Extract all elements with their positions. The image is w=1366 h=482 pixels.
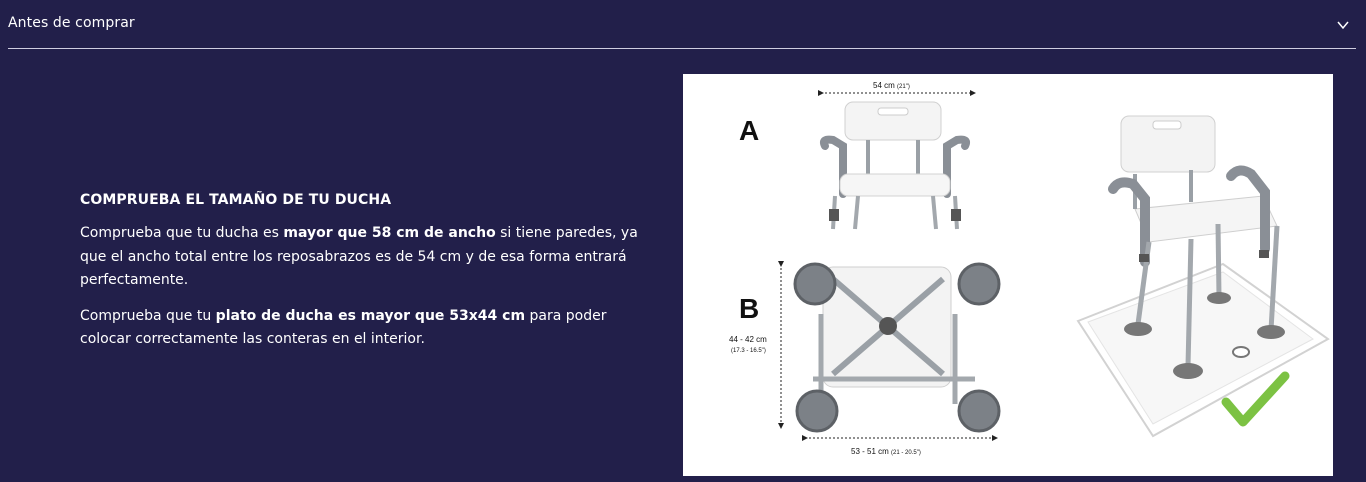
paragraph-width-text-2: si tiene paredes, ya que el ancho total entre los reposabrazos es de 54 cm y de esa forma entrará perfectamente.	[80, 225, 638, 288]
width-top-label: 54 cm (21")	[873, 81, 910, 90]
shower-size-section	[80, 192, 650, 364]
chair-front-view	[824, 102, 966, 229]
label-a: A	[739, 115, 760, 146]
paragraph-tray	[80, 305, 650, 352]
depth-label: 44 - 42 cm	[729, 335, 767, 344]
paragraph-tray-text-2: para poder colocar correctamente las conteras en el interior.	[80, 307, 607, 347]
accordion-header[interactable]	[0, 0, 1366, 48]
product-dimensions-image	[683, 74, 1333, 476]
shower-chair-diagram	[683, 74, 1333, 476]
paragraph-tray-text-1: Comprueba que tu	[80, 307, 216, 324]
accordion-divider	[8, 48, 1356, 49]
section-heading: COMPRUEBA EL TAMAÑO DE TU DUCHA	[80, 192, 392, 208]
chevron-down-icon[interactable]	[1336, 20, 1350, 30]
paragraph-tray-bold: plato de ducha es mayor que 53x44 cm	[215, 307, 526, 324]
chair-on-shower-tray	[1078, 116, 1328, 436]
depth-sublabel: (17.3 - 16.5")	[731, 348, 766, 354]
chair-bottom-view	[795, 264, 999, 431]
paragraph-width	[80, 222, 650, 293]
paragraph-width-text-1: Comprueba que tu ducha es	[80, 225, 284, 241]
paragraph-width-bold: mayor que 58 cm de ancho	[283, 225, 496, 241]
label-b: B	[739, 293, 760, 324]
width-bottom-label: 53 - 51 cm (21 - 20.5")	[851, 447, 921, 456]
accordion-title: Antes de comprar	[8, 15, 135, 31]
